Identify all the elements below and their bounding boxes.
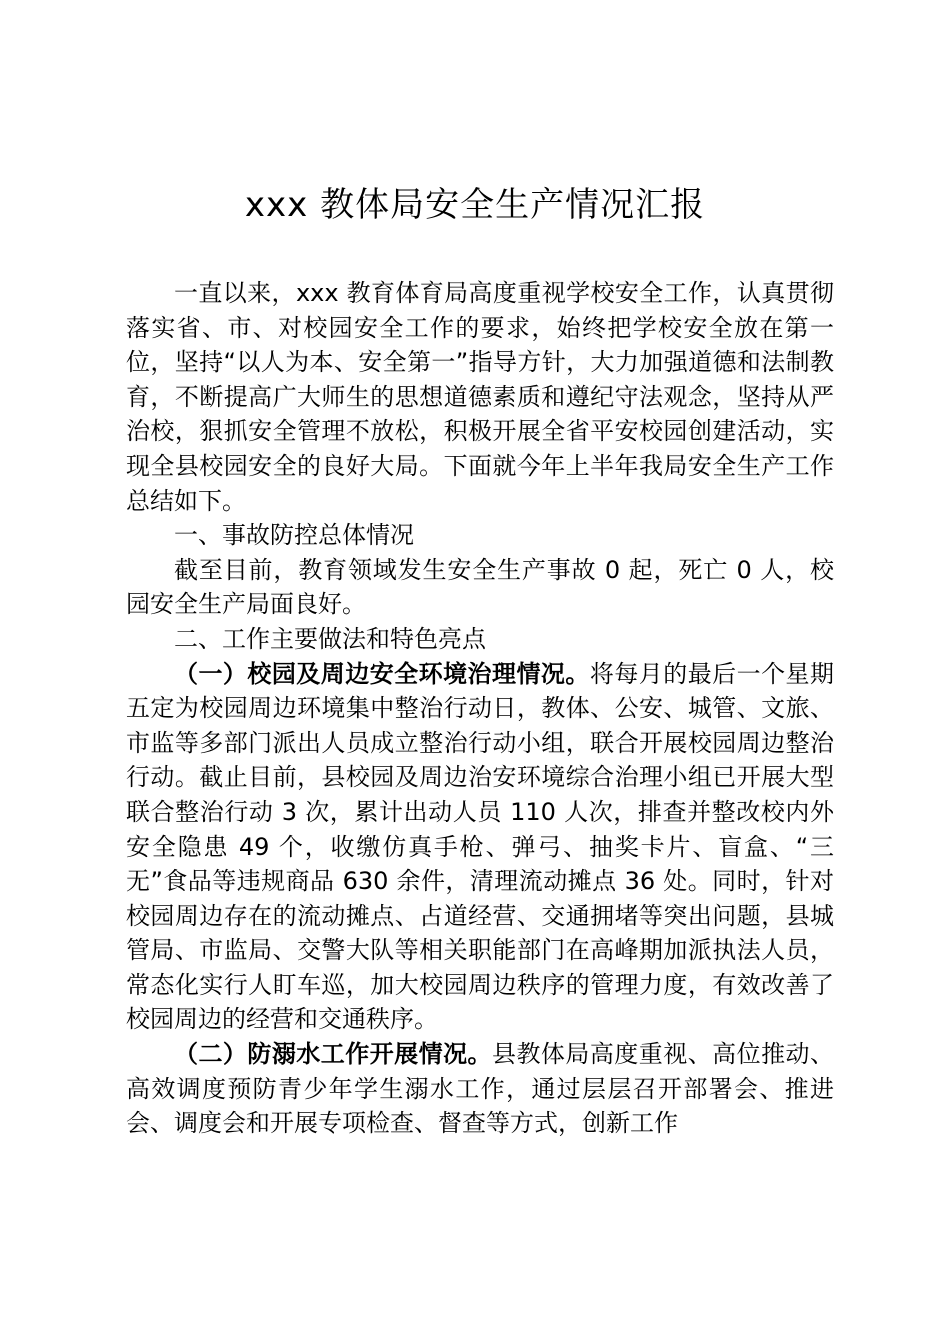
section-heading-2: 二、工作主要做法和特色亮点 [174,624,486,653]
accident-summary-paragraph: 截至目前，教育领域发生安全生产事故 0 起，死亡 0 人，校园安全生产局面良好。 [126,555,834,619]
subsection-lead-1: （一）校园及周边安全环境治理情况。 [174,659,590,688]
campus-environment-paragraph [126,657,834,1038]
document-body [126,276,834,1141]
drowning-prevention-paragraph [126,1037,834,1141]
subsection-lead-2: （二）防溺水工作开展情况。 [174,1040,492,1069]
intro-paragraph: 一直以来，xxx 教育体育局高度重视学校安全工作，认真贯彻落实省、市、对校园安全工作的要求，始终把学校安全放在第一位，坚持“以人为本、安全第一”指导方针，大力加强道德和法制教育，不断提高广大师生的思想道德素质和遵纪守法观念，坚持从严治校，狠抓安全管理不放松，积极开展全省平安校园创建活动，实现全县校园安全的良好大局。下面就今年上半年我局安全生产工作总结如下。 [126,279,834,515]
section-heading-1: 一、事故防控总体情况 [174,521,414,550]
subsection-text-2: 县教体局高度重视、高位推动、高效调度预防青少年学生溺水工作，通过层层召开部署会、推进会、调度会和开展专项检查、督查等方式，创新工作 [126,1040,834,1138]
document-title: xxx 教体局安全生产情况汇报 [244,185,706,225]
subsection-text-1: 将每月的最后一个星期五定为校园周边环境集中整治行动日，教体、公安、城管、文旅、市监等多部门派出人员成立整治行动小组，联合开展校园周边整治行动。截止目前，县校园及周边治安环境综合治理小组已开展大型联合整治行动 3 次，累计出动人员 110 人次，排查并整改校内外安全隐患 49 个，收缴仿真手枪、弹弓、抽奖卡片、盲盒、“三无”食品等违规商品 630 余件，清理流动摊点 36 处。同时，针对校园周边存在的流动摊点、占道经营、交通拥堵等突出问题，县城管局、市监局、交警大队等相关职能部门在高峰期加派执法人员，常态化实行人盯车巡，加大校园周边秩序的管理力度，有效改善了校园周边的经营和交通秩序。 [126,659,835,1034]
